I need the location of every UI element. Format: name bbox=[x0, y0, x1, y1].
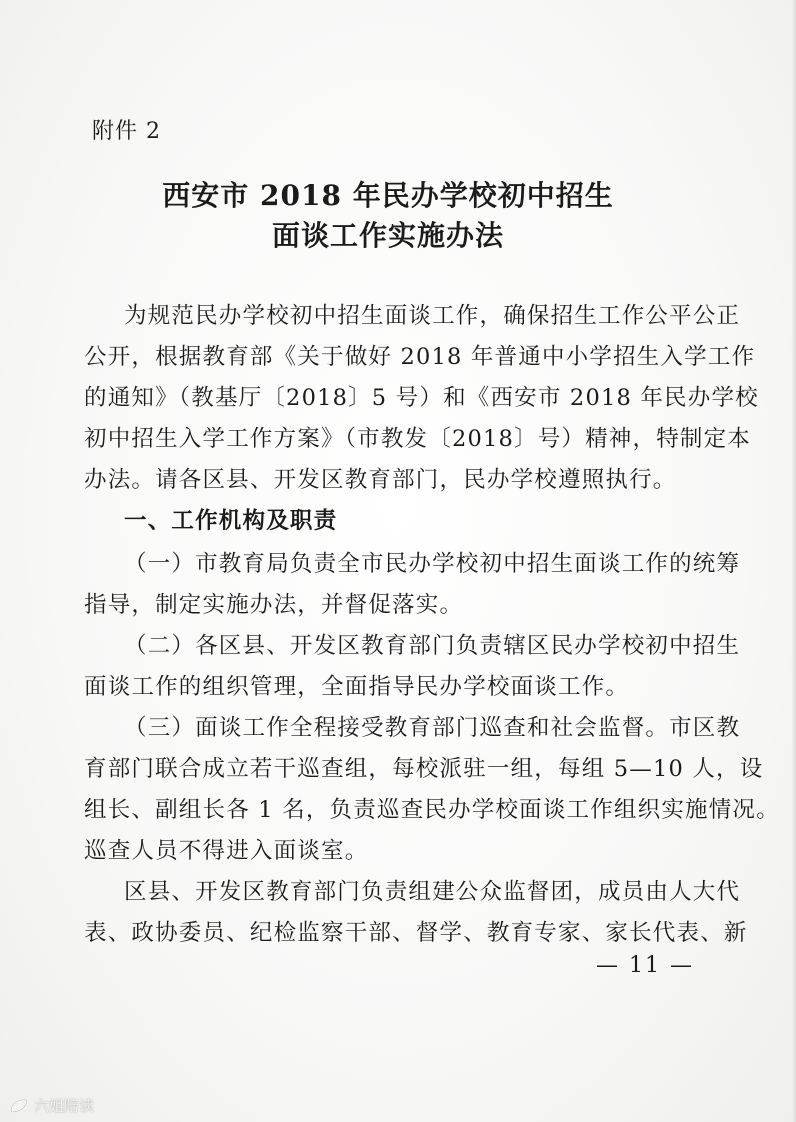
intro-line-5: 办法。请各区县、开发区教育部门，民办学校遵照执行。 bbox=[84, 467, 677, 493]
intro-line-2: 公开，根据教育部《关于做好 2018 年普通中小学招生入学工作 bbox=[84, 344, 756, 370]
item-2-line-2: 面谈工作的组织管理，全面指导民办学校面谈工作。 bbox=[84, 674, 630, 700]
item-3-line-4: 巡查人员不得进入面谈室。 bbox=[84, 838, 369, 864]
watermark bbox=[8, 1095, 94, 1116]
intro-line-1: 为规范民办学校初中招生面谈工作，确保招生工作公平公正 bbox=[124, 303, 741, 329]
supervision-line-2: 表、政协委员、纪检监察干部、督学、教育专家、家长代表、新 bbox=[84, 920, 748, 946]
item-2-line-1: （二）各区县、开发区教育部门负责辖区民办学校初中招生 bbox=[124, 633, 741, 659]
supervision-line-1: 区县、开发区教育部门负责组建公众监督团，成员由人大代 bbox=[124, 879, 741, 905]
item-1-line-2: 指导，制定实施办法，并督促落实。 bbox=[84, 592, 464, 618]
item-1-line-1: （一）市教育局负责全市民办学校初中招生面谈工作的统筹 bbox=[124, 551, 741, 577]
leaf-logo-icon bbox=[8, 1097, 30, 1115]
watermark-text: 六姐陪读 bbox=[34, 1097, 95, 1115]
section-1-heading: 一、工作机构及职责 bbox=[124, 508, 338, 534]
item-3-line-3: 组长、副组长各 1 名，负责巡查民办学校面谈工作组织实施情况。 bbox=[84, 797, 780, 823]
document-title-line-2: 面谈工作实施办法 bbox=[271, 219, 504, 252]
page-edge-shadow bbox=[792, 0, 796, 1122]
intro-line-3: 的通知》（教基厅〔2018〕5 号）和《西安市 2018 年民办学校 bbox=[84, 385, 759, 411]
intro-line-4: 初中招生入学工作方案》（市教发〔2018〕号）精神，特制定本 bbox=[84, 426, 752, 452]
document-title-line-1: 西安市 2018 年民办学校初中招生 bbox=[162, 179, 614, 212]
item-3-line-2: 育部门联合成立若干巡查组，每校派驻一组，每组 5—10 人，设 bbox=[84, 756, 764, 782]
item-3-line-1: （三）面谈工作全程接受教育部门巡查和社会监督。市区教 bbox=[124, 715, 741, 741]
attachment-label: 附件 2 bbox=[92, 119, 161, 144]
page-number: — 11 — bbox=[596, 953, 694, 978]
